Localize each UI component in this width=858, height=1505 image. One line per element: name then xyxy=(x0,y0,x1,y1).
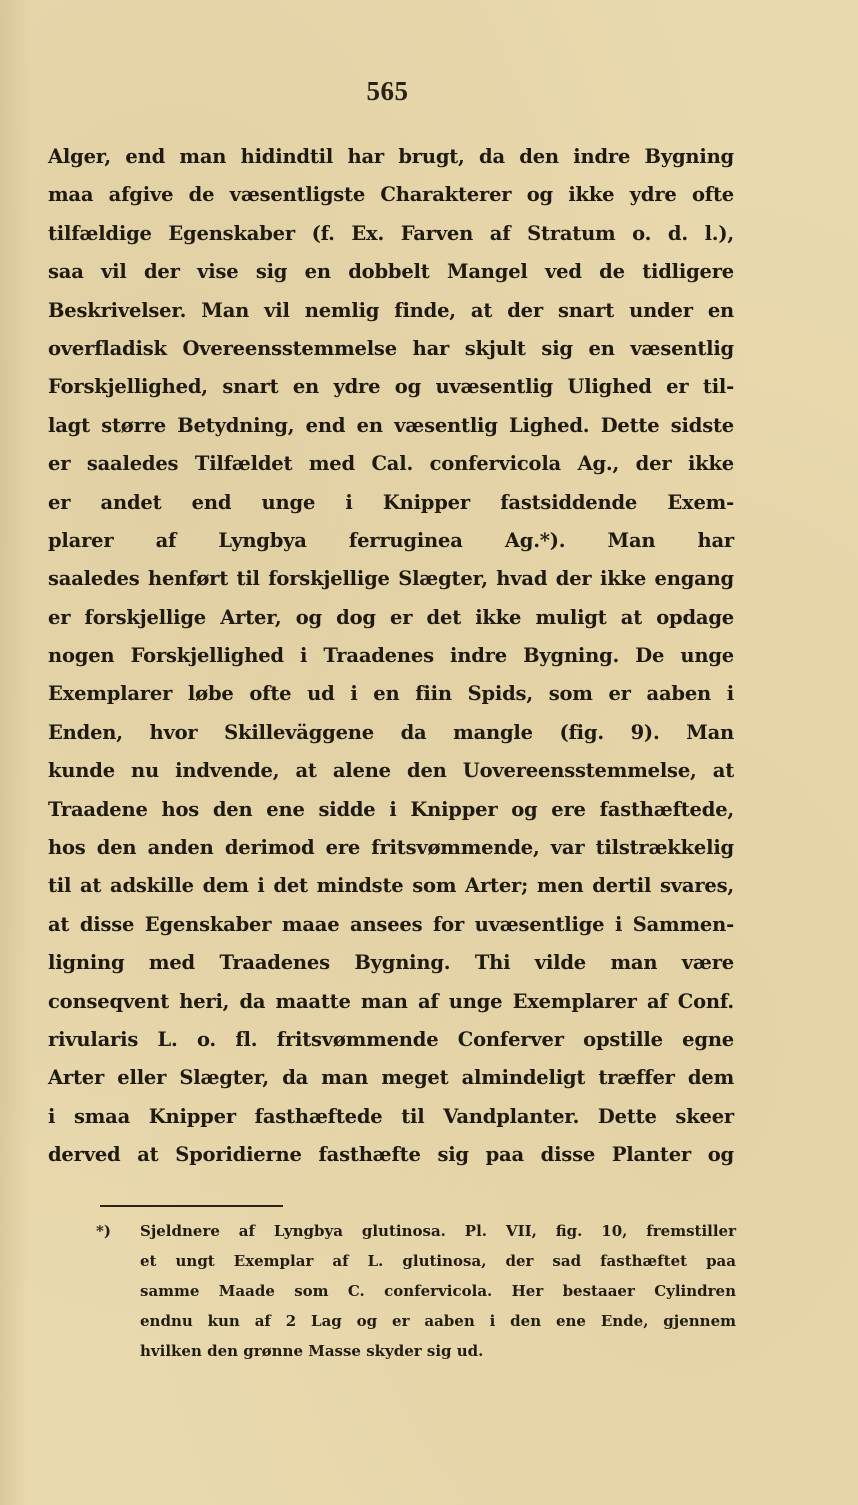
body-line: plarer af Lyngbya ferruginea Ag.*). Man har xyxy=(48,528,734,552)
body-line: derved at Sporidierne fasthæfte sig paa disse Planter og xyxy=(48,1143,734,1167)
footnote-divider xyxy=(100,1205,283,1207)
body-line: nogen Forskjellighed i Traadenes indre Bygning. De unge xyxy=(48,644,734,668)
body-line: ligning med Traadenes Bygning. Thi vilde man være xyxy=(48,951,734,975)
footnote-line: et ungt Exemplar af L. glutinosa, der sad fasthæftet paa xyxy=(140,1252,736,1270)
body-line: Forskjellighed, snart en ydre og uvæsentlig Ulighed er til- xyxy=(48,375,734,399)
body-line: saaledes henført til forskjellige Slægter, hvad der ikke engang xyxy=(48,567,734,591)
body-text xyxy=(48,138,734,1175)
page-number: 565 xyxy=(366,76,409,106)
footnote-line: endnu kun af 2 Lag og er aaben i den ene Ende, gjennem xyxy=(140,1312,736,1330)
footnote-line: samme Maade som C. confervicola. Her bestaaer Cylindren xyxy=(140,1282,736,1300)
footnote-marker: *) xyxy=(96,1222,111,1240)
body-line: lagt større Betydning, end en væsentlig Lighed. Dette sidste xyxy=(48,413,734,437)
body-line: Arter eller Slægter, da man meget almindeligt træffer dem xyxy=(48,1066,734,1090)
footnote-text: Sjeldnere af Lyngbya glutinosa. Pl. VII, fig. 10, fremstiller xyxy=(140,1222,736,1240)
body-line: Enden, hvor Skilleväggene da mangle (fig. 9). Man xyxy=(48,720,734,744)
body-line: conseqvent heri, da maatte man af unge Exemplarer af Conf. xyxy=(48,989,734,1013)
footnote-line: hvilken den grønne Masse skyder sig ud. xyxy=(140,1342,484,1360)
footnote-line xyxy=(96,1216,736,1246)
body-line: hos den anden derimod ere fritsvømmende, var tilstrækkelig xyxy=(48,836,734,860)
body-line: Traadene hos den ene sidde i Knipper og ere fasthæftede, xyxy=(48,797,734,821)
body-line: rivularis L. o. fl. fritsvømmende Conferver opstille egne xyxy=(48,1027,734,1051)
body-line: til at adskille dem i det mindste som Arter; men dertil svares, xyxy=(48,874,734,898)
footnote xyxy=(96,1216,736,1366)
body-line: i smaa Knipper fasthæftede til Vandplanter. Dette skeer xyxy=(48,1104,734,1128)
body-line: Exemplarer løbe ofte ud i en fiin Spids, som er aaben i xyxy=(48,682,734,706)
body-line: Alger, end man hidindtil har brugt, da den indre Bygning xyxy=(48,145,734,168)
body-line: at disse Egenskaber maae ansees for uvæsentlige i Sammen- xyxy=(48,912,734,936)
body-line: tilfældige Egenskaber (f. Ex. Farven af Stratum o. d. l.), xyxy=(48,221,734,245)
body-line: saa vil der vise sig en dobbelt Mangel ved de tidligere xyxy=(48,260,734,284)
body-line: overfladisk Overeensstemmelse har skjult sig en væsentlig xyxy=(48,336,734,360)
body-line: er saaledes Tilfældet med Cal. confervicola Ag., der ikke xyxy=(48,452,734,476)
body-line: er andet end unge i Knipper fastsiddende Exem- xyxy=(48,490,734,514)
body-line: maa afgive de væsentligste Charakterer og ikke ydre ofte xyxy=(48,183,734,207)
body-line: Beskrivelser. Man vil nemlig finde, at der snart under en xyxy=(48,298,734,322)
body-line: kunde nu indvende, at alene den Uovereensstemmelse, at xyxy=(48,759,734,783)
body-line: er forskjellige Arter, og dog er det ikke muligt at opdage xyxy=(48,605,734,629)
